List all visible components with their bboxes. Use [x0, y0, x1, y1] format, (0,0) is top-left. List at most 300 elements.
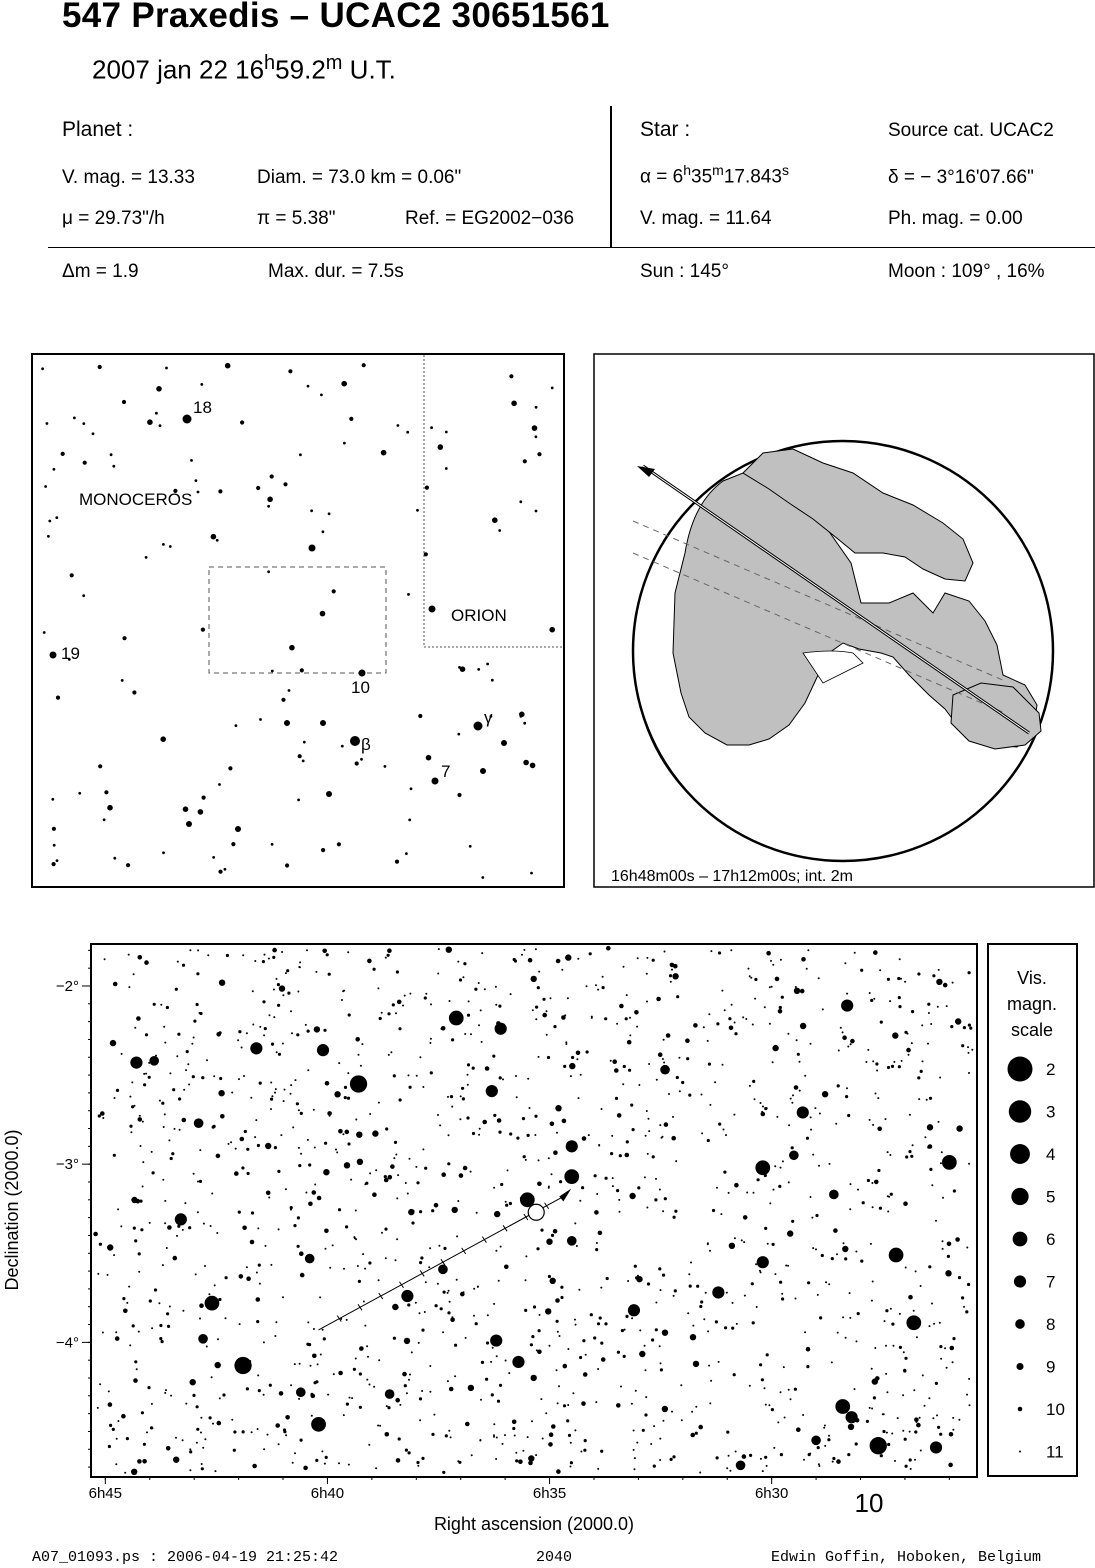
field-star [831, 1361, 833, 1363]
bright-star [305, 1254, 315, 1264]
field-star [749, 975, 751, 977]
field-star [349, 1397, 351, 1399]
field-star [659, 1345, 661, 1347]
field-star [611, 1135, 613, 1137]
field-star [734, 1183, 739, 1188]
field-star [480, 1399, 482, 1401]
field-star [338, 1462, 340, 1464]
field-star [186, 1050, 189, 1053]
field-star [548, 1275, 551, 1278]
field-star [270, 1098, 273, 1101]
field-star [234, 1171, 239, 1176]
field-star [185, 1069, 187, 1071]
bright-star [870, 1437, 887, 1454]
field-star [626, 1140, 629, 1143]
field-star [584, 1439, 587, 1442]
field-star [283, 1100, 285, 1102]
field-star [842, 1035, 847, 1040]
finder-star [267, 570, 270, 573]
field-star [454, 1375, 456, 1377]
field-star [210, 1225, 212, 1227]
field-star [161, 1340, 164, 1343]
field-star [315, 1459, 318, 1462]
field-star [137, 1459, 142, 1464]
field-star [146, 1431, 148, 1433]
field-star [939, 1077, 941, 1079]
field-star [766, 951, 771, 956]
field-star [950, 1346, 955, 1351]
planet-motion: μ = 29.73"/h [62, 208, 165, 229]
finder-star [51, 798, 54, 801]
field-star [177, 961, 179, 963]
field-star [688, 1273, 690, 1275]
x-tick-label: 6h30 [754, 1485, 789, 1502]
field-star [557, 1331, 559, 1333]
field-star [282, 1296, 284, 1298]
field-star [209, 1416, 212, 1419]
field-star [98, 1114, 101, 1117]
field-star [247, 1172, 250, 1175]
field-star [676, 995, 679, 998]
field-star [390, 1164, 395, 1169]
field-star [527, 1436, 529, 1438]
field-star [932, 1417, 934, 1419]
finder-star [202, 796, 206, 800]
field-star [123, 1309, 128, 1314]
field-star [850, 1043, 852, 1045]
field-star [219, 1077, 222, 1080]
field-star [402, 1005, 404, 1007]
field-star [768, 1404, 770, 1406]
field-star [527, 1134, 530, 1137]
finder-star [216, 539, 219, 542]
field-star [416, 1461, 419, 1464]
finder-star [126, 863, 130, 867]
field-star [493, 1423, 495, 1425]
field-star [490, 1361, 492, 1363]
field-star [447, 1311, 450, 1314]
field-star [99, 1383, 101, 1385]
field-star [144, 960, 149, 965]
field-star [953, 1189, 956, 1192]
field-star [290, 1093, 292, 1095]
field-star [270, 1264, 272, 1266]
field-star [871, 1408, 873, 1410]
finder-star [160, 736, 166, 742]
field-star [182, 1439, 184, 1441]
field-star [217, 1338, 219, 1340]
field-star [168, 1139, 170, 1141]
field-star [299, 966, 301, 968]
field-star [149, 1299, 152, 1302]
y-axis [56, 950, 92, 1467]
field-star [142, 1121, 144, 1123]
field-star [435, 1304, 438, 1307]
field-star [387, 1406, 390, 1409]
field-star [651, 1338, 654, 1341]
field-star [890, 1193, 893, 1196]
field-star [762, 1470, 764, 1472]
field-star [800, 989, 805, 994]
finder-star [535, 406, 538, 409]
field-star [699, 1305, 702, 1308]
field-star [216, 1154, 221, 1159]
finder-star [486, 663, 489, 666]
field-star [598, 1144, 600, 1146]
field-star [297, 1245, 300, 1248]
field-star [579, 1356, 582, 1359]
field-star [495, 1458, 497, 1460]
field-star [898, 1005, 901, 1008]
field-star [531, 1375, 537, 1381]
field-star [743, 1241, 745, 1243]
field-star [466, 1116, 469, 1119]
field-star [593, 1336, 596, 1339]
field-star [204, 1438, 206, 1440]
table-divider [610, 106, 612, 248]
field-star [772, 1045, 778, 1051]
field-star [836, 1459, 841, 1464]
field-star [268, 1197, 270, 1199]
field-star [833, 1228, 838, 1233]
field-star [548, 1157, 550, 1159]
bright-star [712, 1286, 724, 1298]
field-star [335, 1149, 337, 1151]
field-star [239, 1274, 244, 1279]
field-star [880, 1021, 883, 1024]
field-star [832, 1461, 834, 1463]
field-star [774, 1165, 776, 1167]
field-star [819, 1113, 821, 1115]
field-star [546, 1034, 548, 1036]
field-star [183, 1089, 185, 1091]
field-star [885, 1345, 887, 1347]
field-star [913, 1389, 915, 1391]
finder-star [498, 529, 501, 532]
x-axis-label: Right ascension (2000.0) [433, 1514, 635, 1534]
field-star [941, 1151, 943, 1153]
field-star [424, 1167, 427, 1170]
field-star [600, 1287, 602, 1289]
field-star [533, 1305, 536, 1308]
legend-label: 8 [1046, 1315, 1056, 1334]
legend-title-line1: Vis. [1017, 968, 1047, 988]
field-star [623, 1355, 626, 1358]
field-star [623, 1065, 626, 1068]
field-star [314, 1026, 320, 1032]
field-star [386, 1405, 388, 1407]
field-star [556, 1132, 558, 1134]
field-star [922, 1060, 924, 1062]
field-star [595, 1248, 598, 1251]
field-star [193, 1173, 195, 1175]
field-star [752, 1024, 754, 1026]
footer-author: Edwin Goffin, Hoboken, Belgium [771, 1549, 1042, 1566]
field-star [348, 1464, 350, 1466]
field-star [947, 1242, 952, 1247]
field-star [313, 1328, 315, 1330]
field-star [497, 1400, 500, 1403]
field-star [238, 1078, 240, 1080]
field-star [428, 1266, 430, 1268]
field-star [653, 1465, 656, 1468]
field-star [409, 1374, 411, 1376]
field-star [765, 1404, 767, 1406]
field-star [655, 1178, 657, 1180]
field-star [723, 1171, 726, 1174]
field-star [910, 1155, 913, 1158]
field-star [451, 1106, 453, 1108]
field-star [867, 1049, 869, 1051]
field-star [815, 1248, 817, 1250]
field-star [270, 1108, 272, 1110]
field-star [818, 1463, 820, 1465]
field-star [173, 1256, 178, 1261]
field-star [545, 1412, 547, 1414]
field-star [773, 1447, 775, 1449]
field-star [720, 1213, 722, 1215]
field-star [107, 1244, 113, 1250]
field-star [215, 1362, 221, 1368]
field-star [856, 1340, 858, 1342]
field-star [850, 1183, 852, 1185]
field-star [801, 957, 806, 962]
field-star [373, 1386, 375, 1388]
field-star [909, 1458, 912, 1461]
field-star [199, 1149, 201, 1151]
field-star [937, 1006, 939, 1008]
field-star [626, 994, 628, 996]
field-star [678, 1057, 680, 1059]
field-star [385, 1432, 390, 1437]
field-star [673, 1216, 676, 1219]
field-star [487, 1314, 489, 1316]
field-star [542, 1438, 544, 1440]
field-star [285, 1188, 287, 1190]
field-star [107, 1274, 109, 1276]
field-star [134, 1360, 137, 1363]
field-star [266, 1191, 271, 1196]
field-star [617, 1113, 622, 1118]
field-star [810, 1196, 812, 1198]
field-star [196, 972, 199, 975]
field-star [252, 1024, 254, 1026]
field-star [359, 1348, 362, 1351]
bright-star [130, 1057, 142, 1069]
field-star [497, 1118, 502, 1123]
field-star [278, 1053, 281, 1056]
finder-star [509, 374, 513, 378]
field-star [729, 1470, 731, 1472]
field-star [688, 1094, 691, 1097]
finder-star [224, 868, 227, 871]
field-star [921, 1024, 923, 1026]
field-star [388, 1175, 393, 1180]
field-star [926, 1099, 928, 1101]
star-phmag: Ph. mag. = 0.00 [888, 208, 1023, 229]
star-declination: δ = − 3°16'07.66" [888, 167, 1034, 188]
legend-label: 10 [1046, 1400, 1065, 1419]
finder-star [235, 826, 241, 832]
field-star [695, 1406, 697, 1408]
field-star [405, 1449, 408, 1452]
field-star [447, 1096, 449, 1098]
field-star [551, 1234, 554, 1237]
field-star [495, 986, 497, 988]
field-star [616, 1403, 621, 1408]
field-star [338, 1208, 341, 1211]
bright-star [564, 1169, 579, 1184]
finder-star [283, 482, 287, 486]
field-star [604, 1322, 607, 1325]
field-star [644, 1345, 646, 1347]
field-star [728, 1017, 731, 1020]
field-star [660, 1362, 662, 1364]
field-star [871, 1368, 873, 1370]
field-star [307, 1030, 310, 1033]
field-star [303, 1466, 308, 1471]
field-star [320, 1354, 322, 1356]
field-star [199, 1318, 201, 1320]
field-star [542, 1013, 547, 1018]
field-star [884, 1320, 886, 1322]
finder-star [457, 793, 461, 797]
field-star [151, 1151, 153, 1153]
field-star [178, 1097, 181, 1100]
bright-star [175, 1213, 187, 1225]
field-star [781, 1297, 784, 1300]
field-star [660, 1289, 662, 1291]
field-star [892, 1032, 898, 1038]
field-star [324, 1463, 326, 1465]
field-star [134, 1239, 137, 1242]
field-star [742, 1016, 744, 1018]
field-star [458, 1461, 461, 1464]
field-star [721, 990, 723, 992]
field-star [327, 1111, 332, 1116]
field-star [917, 1076, 920, 1079]
field-star [756, 1306, 758, 1308]
field-star [690, 1262, 692, 1264]
field-star [348, 1013, 351, 1016]
field-star [659, 1459, 661, 1461]
field-star [791, 1220, 794, 1223]
field-star [679, 1090, 681, 1092]
field-star [940, 1162, 942, 1164]
field-star [610, 1060, 612, 1062]
finder-star [492, 517, 498, 523]
field-star [259, 1283, 261, 1285]
globe-panel [593, 353, 1095, 888]
field-star [188, 1084, 190, 1086]
field-star [396, 1458, 401, 1463]
finder-star [162, 851, 165, 854]
field-star [956, 1125, 962, 1131]
field-star [559, 1180, 562, 1183]
target-star-marker [528, 1204, 544, 1220]
field-star [481, 1041, 483, 1043]
finder-star [429, 606, 436, 613]
field-star [645, 1369, 647, 1371]
field-star [353, 1236, 355, 1238]
field-star [553, 1229, 558, 1234]
field-star [415, 1302, 417, 1304]
bottom-star-label: 10 [854, 1488, 884, 1518]
bright-star [797, 1106, 809, 1118]
field-star [741, 1239, 743, 1241]
field-star [646, 1001, 648, 1003]
field-star [812, 1247, 814, 1249]
field-star [509, 1202, 512, 1205]
field-star [807, 1281, 810, 1284]
bright-star [317, 1044, 329, 1056]
planet-vmag: V. mag. = 13.33 [62, 167, 195, 188]
field-star [480, 1009, 482, 1011]
legend-label: 11 [1046, 1442, 1064, 1462]
field-star [218, 1090, 224, 1096]
field-star [709, 1402, 711, 1404]
finder-star [438, 444, 444, 450]
field-star [534, 1134, 536, 1136]
field-star [408, 1379, 410, 1381]
finder-star [530, 763, 536, 769]
field-star [662, 1210, 664, 1212]
field-star [662, 1420, 664, 1422]
field-star [277, 1170, 280, 1173]
field-star [259, 1026, 261, 1028]
field-star [645, 1135, 647, 1137]
globe-time-range: 16h48m00s – 17h12m00s; int. 2m [611, 868, 853, 885]
field-star [192, 1394, 195, 1397]
field-star [193, 1037, 195, 1039]
field-star [795, 1298, 797, 1300]
field-star [369, 1384, 371, 1386]
field-star [159, 1100, 161, 1102]
legend-dot [1019, 1451, 1021, 1453]
field-star [377, 1425, 379, 1427]
field-star [479, 1128, 481, 1130]
field-star [538, 1159, 540, 1161]
finder-star [300, 668, 304, 672]
field-star [416, 1181, 419, 1184]
finder-star [122, 636, 126, 640]
field-star [97, 1407, 99, 1409]
field-star [939, 1433, 942, 1436]
field-star [274, 1092, 276, 1094]
field-star [928, 1012, 930, 1014]
field-star [325, 1456, 328, 1459]
field-star [916, 1423, 921, 1428]
field-star [701, 1094, 703, 1096]
field-star [633, 1449, 635, 1451]
finder-star [535, 435, 538, 438]
field-star [246, 1276, 251, 1281]
field-star [903, 1369, 906, 1372]
finder-star [303, 741, 306, 744]
field-star [715, 1320, 718, 1323]
finder-star [350, 736, 360, 746]
field-star [581, 1401, 586, 1406]
finder-star [228, 766, 232, 770]
field-star [873, 950, 878, 955]
finder-star [122, 400, 126, 404]
field-star [885, 1118, 887, 1120]
field-star [873, 998, 875, 1000]
field-star [270, 1082, 272, 1084]
field-star [666, 1033, 671, 1038]
field-star [937, 1426, 940, 1429]
field-star [467, 1063, 470, 1066]
